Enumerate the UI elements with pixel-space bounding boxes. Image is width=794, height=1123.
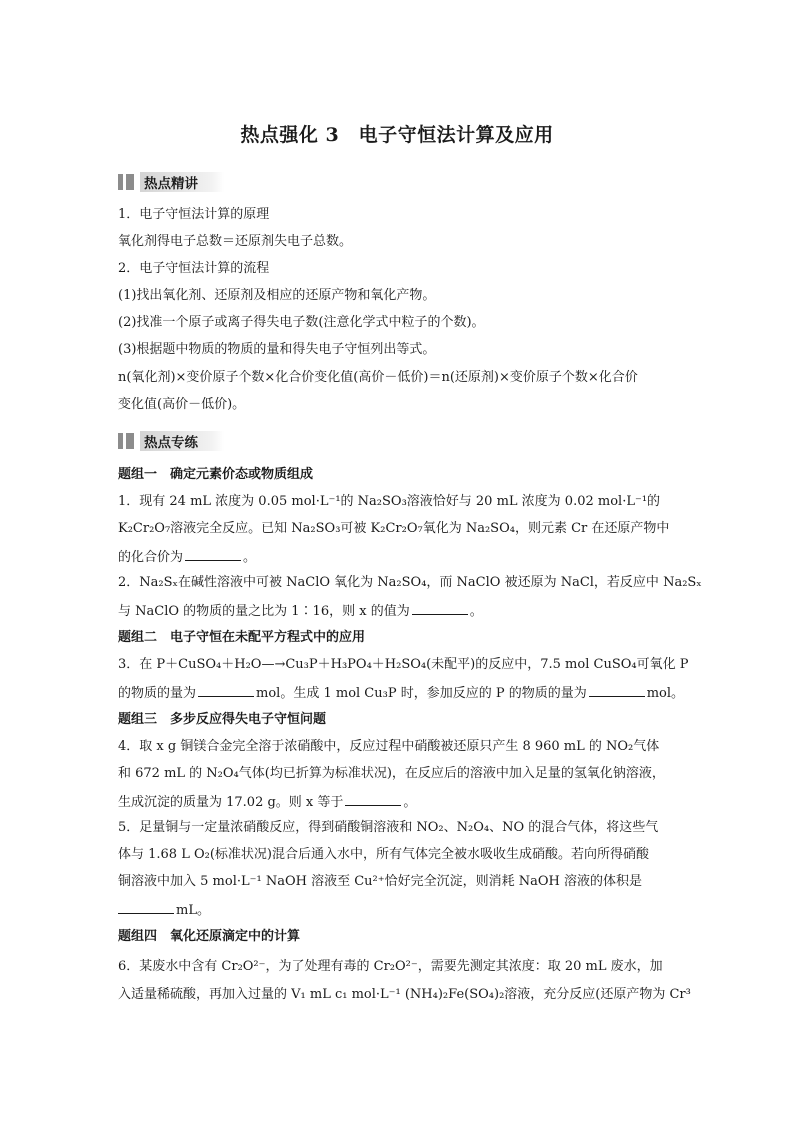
text-fragment: 。 bbox=[243, 550, 257, 565]
group-2-heading: 题组二 电子守恒在未配平方程式中的应用 bbox=[118, 630, 366, 645]
question-2-line-1: 2．Na₂Sₓ在碱性溶液中可被 NaClO 氧化为 Na₂SO₄，而 NaClO 被还原为 NaCl，若反应中 Na₂Sₓ bbox=[118, 575, 702, 590]
section-title: 热点专练 bbox=[140, 431, 224, 451]
text-fragment: 。 bbox=[469, 604, 483, 619]
text-fragment: 与 NaClO 的物质的量之比为 1∶16，则 x 的值为 bbox=[118, 604, 410, 619]
question-3-line-1: 3．在 P＋CuSO₄＋H₂O—→Cu₃P＋H₃PO₄＋H₂SO₄(未配平)的反应中，7.5 mol CuSO₄可氧化 P bbox=[118, 657, 689, 672]
section-title: 热点精讲 bbox=[140, 172, 224, 192]
question-5-line-3: 铜溶液中加入 5 mol·L⁻¹ NaOH 溶液至 Cu²⁺恰好完全沉淀，则消耗 NaOH 溶液的体积是 bbox=[118, 874, 642, 889]
text-fragment: 的物质的量为 bbox=[118, 686, 197, 701]
text-fragment: mL。 bbox=[176, 903, 210, 918]
section-header-practice bbox=[118, 430, 224, 452]
question-5-line-2: 体与 1.68 L O₂(标准状况)混合后通入水中，所有气体完全被水吸收生成硝酸。若向所得硝酸 bbox=[118, 847, 649, 862]
group-4-heading: 题组四 氧化还原滴定中的计算 bbox=[118, 929, 301, 944]
answer-blank[interactable] bbox=[412, 600, 468, 615]
question-5-line-4 bbox=[118, 899, 680, 921]
answer-blank[interactable] bbox=[345, 791, 401, 806]
answer-blank[interactable] bbox=[185, 546, 241, 561]
text-fragment: mol。 bbox=[646, 686, 685, 701]
formula-line-2: 变化值(高价－低价)。 bbox=[118, 397, 246, 412]
question-1-line-2: K₂Cr₂O₇溶液完全反应。已知 Na₂SO₃可被 K₂Cr₂O₇氧化为 Na₂SO₄，则元素 Cr 在还原产物中 bbox=[118, 521, 670, 536]
section-header-focus bbox=[118, 171, 224, 193]
text-fragment: 。 bbox=[403, 795, 417, 810]
text-fragment: 的化合价为 bbox=[118, 550, 184, 565]
question-1-line-3 bbox=[118, 546, 680, 568]
question-2-line-2 bbox=[118, 600, 680, 622]
principle-text: 氧化剂得电子总数＝还原剂失电子总数。 bbox=[118, 234, 353, 249]
text-fragment: mol。生成 1 mol Cu₃P 时，参加反应的 P 的物质的量为 bbox=[256, 686, 587, 701]
page-title: 热点强化 3 电子守恒法计算及应用 bbox=[240, 124, 554, 146]
question-1-line-1: 1．现有 24 mL 浓度为 0.05 mol·L⁻¹的 Na₂SO₃溶液恰好与 20 mL 浓度为 0.02 mol·L⁻¹的 bbox=[118, 494, 661, 509]
question-6-line-1: 6．某废水中含有 Cr₂O²⁻，为了处理有毒的 Cr₂O²⁻，需要先测定其浓度：取 20 mL 废水，加 bbox=[118, 959, 663, 974]
question-6-line-2: 入适量稀硫酸，再加入过量的 V₁ mL c₁ mol·L⁻¹ (NH₄)₂Fe(SO₄)₂溶液，充分反应(还原产物为 Cr³ bbox=[118, 987, 691, 1002]
text-fragment: 生成沉淀的质量为 17.02 g。则 x 等于 bbox=[118, 795, 344, 810]
question-5-line-1: 5．足量铜与一定量浓硝酸反应，得到硝酸铜溶液和 NO₂、N₂O₄、NO 的混合气体，将这些气 bbox=[118, 820, 659, 835]
question-4-line-3 bbox=[118, 791, 680, 813]
section-marker-icon bbox=[118, 174, 134, 190]
process-heading: 2．电子守恒法计算的流程 bbox=[118, 261, 270, 276]
principle-heading: 1．电子守恒法计算的原理 bbox=[118, 207, 270, 222]
question-4-line-2: 和 672 mL 的 N₂O₄气体(均已折算为标准状况)，在反应后的溶液中加入足量的氢氧化钠溶液， bbox=[118, 766, 665, 781]
question-4-line-1: 4．取 x g 铜镁合金完全溶于浓硝酸中，反应过程中硝酸被还原只产生 8 960 mL 的 NO₂气体 bbox=[118, 739, 660, 754]
process-step-2: (2)找准一个原子或离子得失电子数(注意化学式中粒子的个数)。 bbox=[118, 315, 485, 330]
answer-blank[interactable] bbox=[118, 899, 174, 914]
group-1-heading: 题组一 确定元素价态或物质组成 bbox=[118, 467, 314, 482]
process-step-1: (1)找出氧化剂、还原剂及相应的还原产物和氧化产物。 bbox=[118, 288, 436, 303]
formula-line-1: n(氧化剂)×变价原子个数×化合价变化值(高价－低价)＝n(还原剂)×变价原子个数×化合价 bbox=[118, 370, 638, 385]
answer-blank[interactable] bbox=[198, 682, 254, 697]
process-step-3: (3)根据题中物质的物质的量和得失电子守恒列出等式。 bbox=[118, 342, 436, 357]
question-3-line-2 bbox=[118, 682, 685, 704]
group-3-heading: 题组三 多步反应得失电子守恒问题 bbox=[118, 712, 327, 727]
section-marker-icon bbox=[118, 433, 134, 449]
answer-blank[interactable] bbox=[589, 682, 645, 697]
